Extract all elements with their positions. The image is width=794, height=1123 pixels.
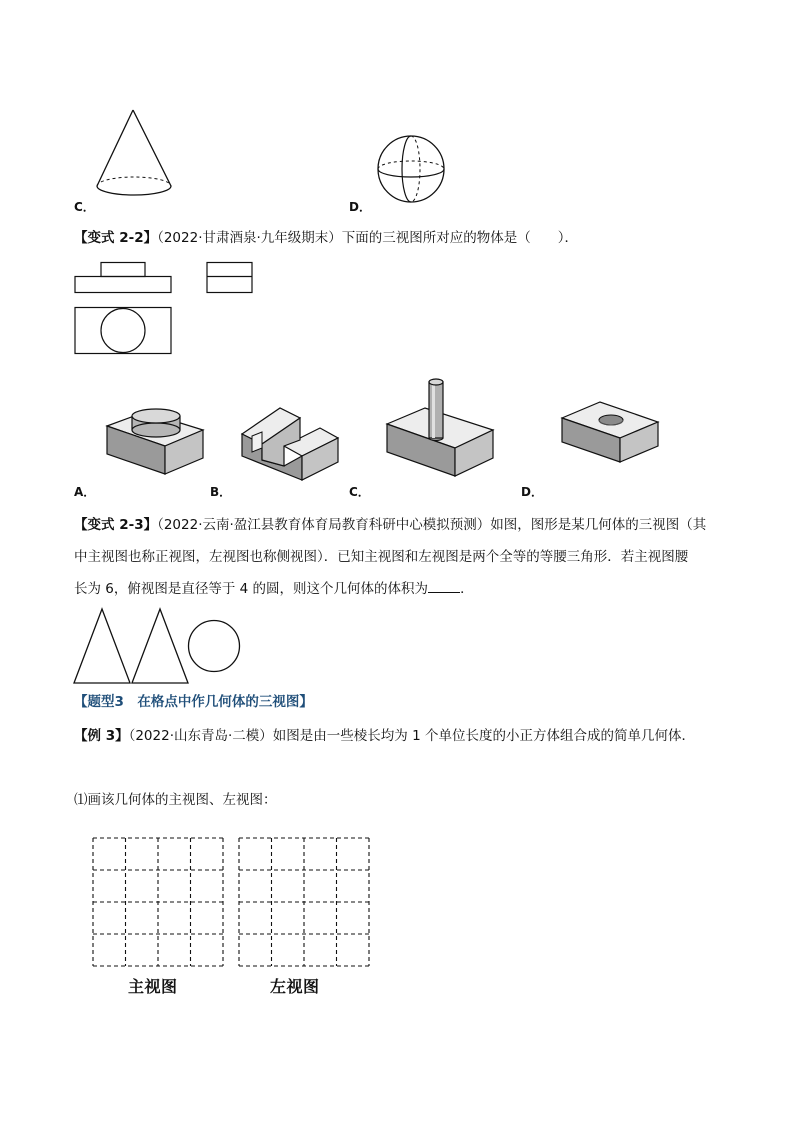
q23-left-view-triangle [130, 607, 190, 685]
type3-heading: 【题型3 在格点中作几何体的三视图】 [74, 694, 313, 710]
left-view-grid[interactable] [238, 837, 370, 967]
q22-line: 【变式 2-2】（2022·甘肃酒泉·九年级期末）下面的三视图所对应的物体是（ ）． [74, 230, 579, 246]
q23-front-view-triangle [72, 607, 132, 685]
q22-option-a-label: A． [74, 485, 96, 499]
front-view-label: 主视图 [128, 977, 178, 996]
q23-line-1: 【变式 2-3】（2022·云南·盈江县教育体育局教育科研中心模拟预测）如图，图形是某几何体的三视图（其 [74, 517, 707, 533]
q23-line-2: 中主视图也称正视图，左视图也称侧视图）．已知主视图和左视图是两个全等的等腰三角形．若主视图腰 [74, 549, 689, 565]
q22-option-a-figure [105, 404, 205, 482]
q22-front-view [74, 262, 174, 294]
q22-option-c-label: C． [349, 485, 370, 499]
q22-option-b-label: B． [210, 485, 232, 499]
answer-blank[interactable] [428, 578, 460, 593]
sphere-figure [376, 134, 446, 204]
option-d-label: D． [349, 200, 371, 214]
front-view-grid[interactable] [92, 837, 224, 967]
cone-figure [95, 108, 175, 200]
q23-line-3: 长为 6，俯视图是直径等于 4 的圆，则这个几何体的体积为 ． [74, 577, 474, 602]
ex3-line: 【例 3】（2022·山东青岛·二模）如图是由一些棱长均为 1 个单位长度的小正方体组合成的简单几何体． [74, 728, 695, 744]
option-c-label: C． [74, 200, 95, 214]
q22-option-d-figure [560, 398, 660, 468]
q22-option-d-label: D． [521, 485, 543, 499]
q23-top-view-circle [187, 619, 241, 673]
ex3-part1: ⑴画该几何体的主视图、左视图： [74, 792, 277, 808]
q22-option-c-figure [385, 376, 495, 482]
q22-top-view [74, 307, 174, 355]
left-view-label: 左视图 [270, 977, 320, 996]
q22-option-b-figure [240, 404, 340, 484]
q22-left-view [206, 262, 254, 294]
